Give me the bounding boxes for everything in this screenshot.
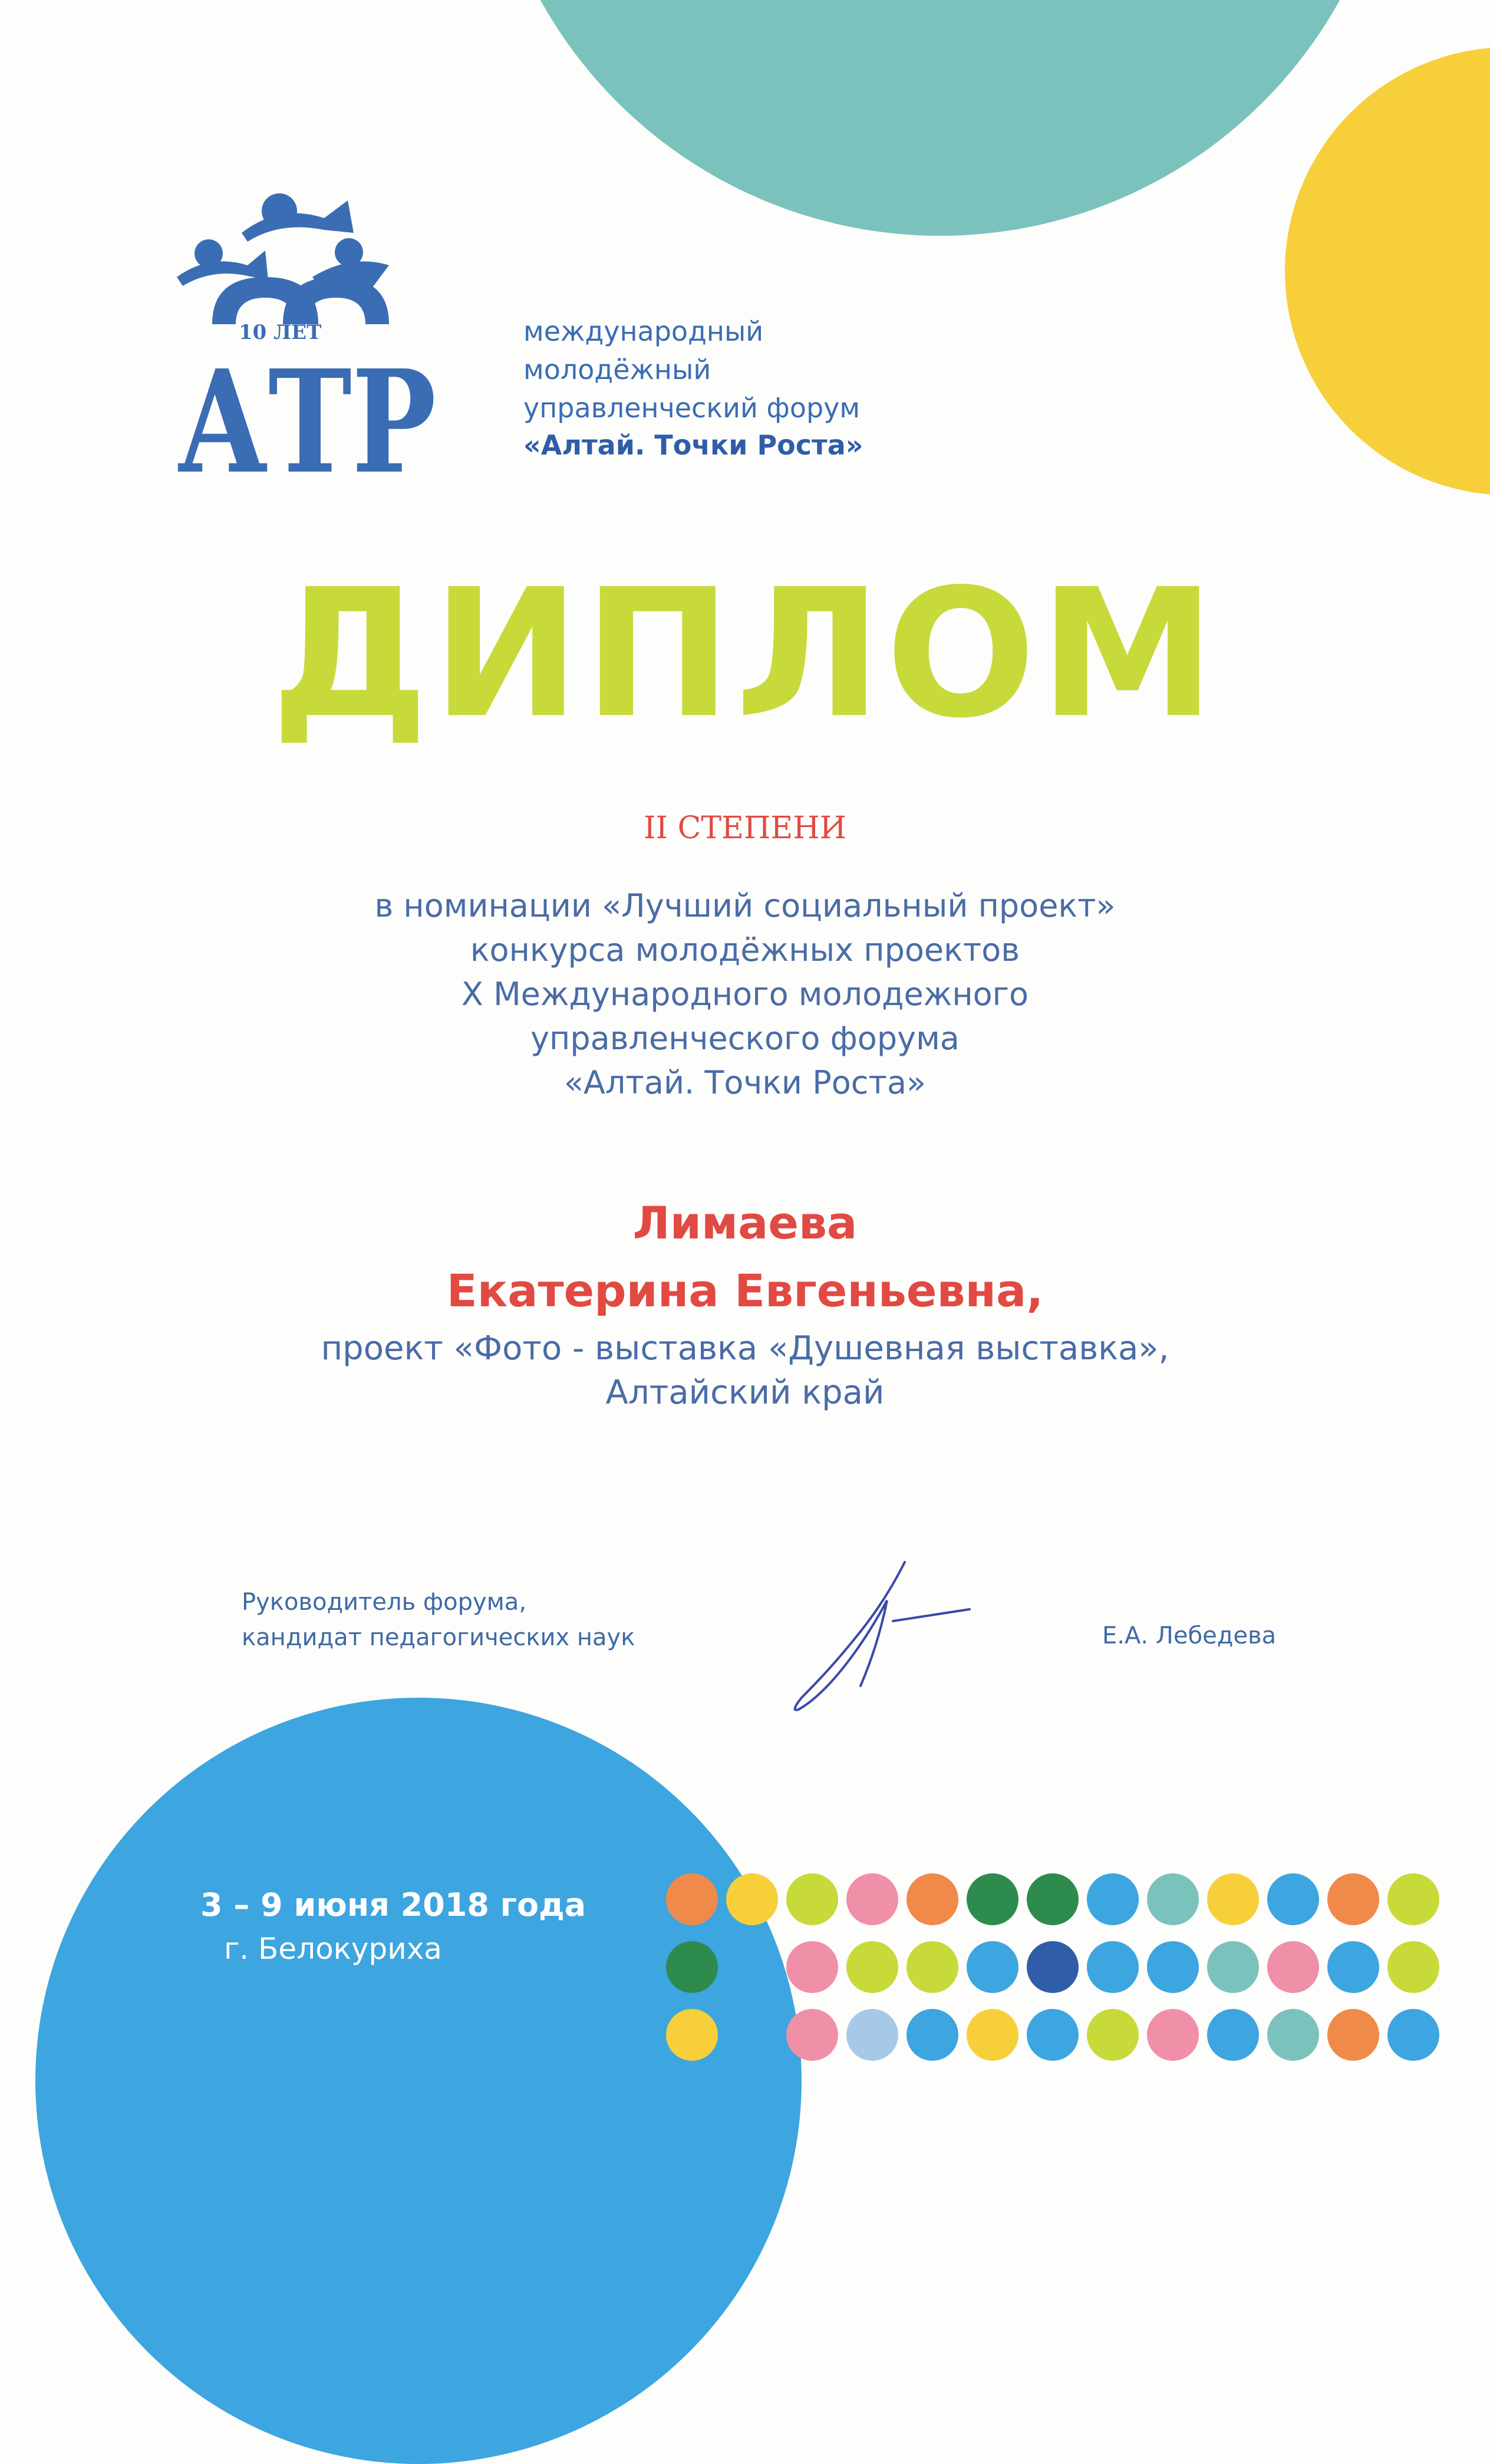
decor-dot [1087, 1941, 1139, 1993]
decor-dot [1387, 1941, 1439, 1993]
decor-dot [1207, 1941, 1259, 1993]
decor-dot [786, 2009, 838, 2061]
nomination-line: управленческого форума [530, 1020, 960, 1057]
decor-dot [1207, 2009, 1259, 2061]
decor-dot [726, 2009, 778, 2061]
recipient-given-names: Екатерина Евгеньевна, [446, 1264, 1044, 1317]
decor-dot [666, 1941, 718, 1993]
decor-dot [846, 2009, 898, 2061]
decor-dot [666, 1873, 718, 1925]
decor-dot [726, 1941, 778, 1993]
decor-dot [906, 2009, 958, 2061]
signer-position: Руководитель форума, [242, 1589, 527, 1616]
logo-anniversary-text: 10 ЛЕТ [239, 321, 322, 344]
decor-dot [906, 1873, 958, 1925]
decor-dot [1147, 1941, 1199, 1993]
decor-dot [1027, 1873, 1079, 1925]
decor-dot [1027, 1941, 1079, 1993]
decor-dot [967, 1941, 1018, 1993]
forum-name-line: молодёжный [523, 354, 711, 386]
signer-degree: кандидат педагогических наук [242, 1624, 635, 1651]
decor-dot [666, 2009, 718, 2061]
nomination-line: X Международного молодежного [461, 976, 1029, 1013]
forum-name-line: международный [523, 315, 764, 347]
decor-dot [1327, 2009, 1379, 2061]
decor-dot [1207, 1873, 1259, 1925]
blue-decor-circle [35, 1698, 802, 2464]
decor-dot [846, 1941, 898, 1993]
decor-dot [1147, 1873, 1199, 1925]
decorative-dot-grid [666, 1869, 1490, 2066]
decor-dot [1327, 1941, 1379, 1993]
nomination-line: в номинации «Лучший социальный проект» [374, 887, 1116, 924]
yellow-decor-circle [1285, 47, 1490, 495]
event-dates: 3 – 9 июня 2018 года [200, 1886, 586, 1923]
decor-dot [1387, 2009, 1439, 2061]
logo-letters: АТР [177, 339, 436, 483]
teal-decor-circle [483, 0, 1397, 236]
decor-dot [1267, 2009, 1319, 2061]
signer-name: Е.А. Лебедева [1102, 1622, 1277, 1649]
decor-dot [1087, 2009, 1139, 2061]
recipient-project: проект «Фото - выставка «Душевная выставка», [321, 1329, 1169, 1368]
decor-dot [1267, 1941, 1319, 1993]
decor-dot [1267, 1873, 1319, 1925]
recipient-region: Алтайский край [605, 1373, 885, 1412]
decor-dot [846, 1873, 898, 1925]
decor-dot [1027, 2009, 1079, 2061]
event-city: г. Белокуриха [224, 1932, 442, 1966]
diploma-title: ДИПЛОМ [271, 551, 1219, 757]
atr-logo [177, 177, 507, 483]
recipient-surname: Лимаева [632, 1197, 858, 1249]
decor-dot [967, 2009, 1018, 2061]
handwritten-signature [766, 1550, 990, 1727]
nomination-line: конкурса молодёжных проектов [470, 931, 1020, 969]
decor-dot [1147, 2009, 1199, 2061]
forum-name-bold-line: «Алтай. Точки Роста» [523, 429, 863, 461]
decor-dot [786, 1941, 838, 1993]
decor-dot [726, 1873, 778, 1925]
decor-dot [786, 1873, 838, 1925]
forum-name-line: управленческий форум [523, 392, 861, 424]
decor-dot [906, 1941, 958, 1993]
degree-label: II СТЕПЕНИ [643, 811, 847, 846]
nomination-line: «Алтай. Точки Роста» [563, 1064, 927, 1101]
decor-dot [967, 1873, 1018, 1925]
decor-dot [1327, 1873, 1379, 1925]
decor-dot [1087, 1873, 1139, 1925]
decor-dot [1387, 1873, 1439, 1925]
